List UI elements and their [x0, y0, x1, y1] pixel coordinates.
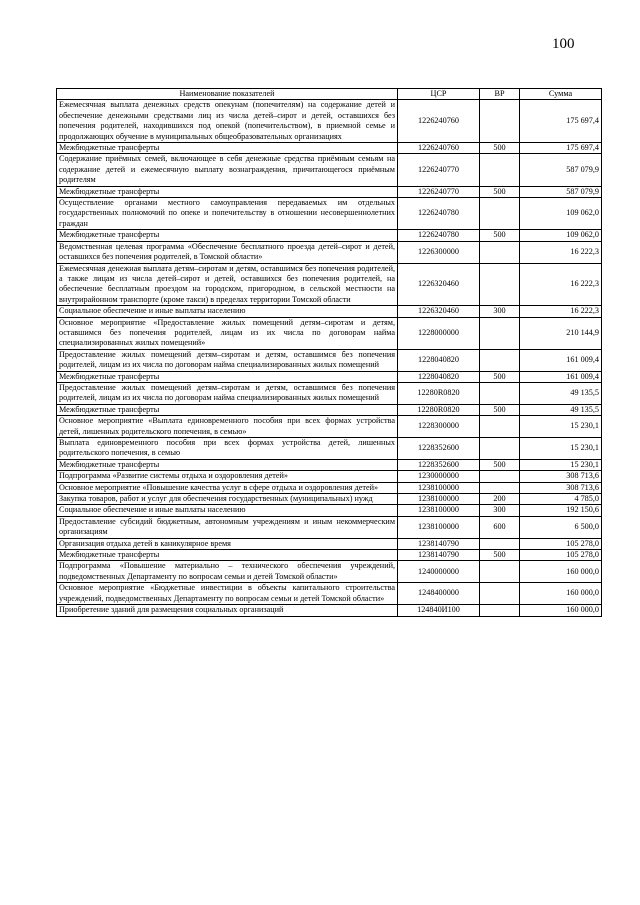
table-row	[57, 538, 602, 549]
row-sum: 175 697,4	[520, 100, 602, 143]
row-vr	[480, 482, 520, 493]
row-sum: 308 713,6	[520, 471, 602, 482]
table-row	[57, 471, 602, 482]
table-row	[57, 382, 602, 404]
row-sum: 109 062,0	[520, 198, 602, 230]
row-vr	[480, 471, 520, 482]
row-name: Социальное обеспечение и иные выплаты населению	[57, 505, 398, 516]
row-csr: 124840И100	[398, 605, 480, 616]
row-name: Межбюджетные трансферты	[57, 371, 398, 382]
row-name: Межбюджетные трансферты	[57, 230, 398, 241]
table-row	[57, 494, 602, 505]
table-row	[57, 550, 602, 561]
row-sum: 109 062,0	[520, 230, 602, 241]
row-csr: 1238140790	[398, 550, 480, 561]
row-name: Ведомственная целевая программа «Обеспечение бесплатного проезда детей–сирот и детей, оставшихся без попечения родителей, в Томской области»	[57, 241, 398, 263]
row-csr: 1226240760	[398, 143, 480, 154]
row-vr	[480, 154, 520, 186]
row-csr: 1228000000	[398, 317, 480, 349]
row-vr: 300	[480, 505, 520, 516]
row-name: Межбюджетные трансферты	[57, 459, 398, 470]
table-row	[57, 482, 602, 493]
row-sum: 160 000,0	[520, 561, 602, 583]
row-name: Основное мероприятие «Бюджетные инвестиции в объекты капитального строительства учреждений, подведомственных Департаменту по вопросам семьи и детей Томской области»	[57, 583, 398, 605]
row-sum: 192 150,6	[520, 505, 602, 516]
row-name: Организация отдыха детей в каникулярное время	[57, 538, 398, 549]
row-csr: 1240000000	[398, 561, 480, 583]
row-csr: 1226240770	[398, 186, 480, 197]
budget-table	[56, 88, 602, 617]
row-vr: 500	[480, 404, 520, 415]
row-csr: 12280R0820	[398, 382, 480, 404]
table-row	[57, 404, 602, 415]
header-sum: Сумма	[520, 89, 602, 100]
table-row	[57, 230, 602, 241]
header-name: Наименование показателей	[57, 89, 398, 100]
row-vr: 500	[480, 186, 520, 197]
table-row	[57, 186, 602, 197]
row-vr	[480, 416, 520, 438]
row-sum: 210 144,9	[520, 317, 602, 349]
row-vr: 200	[480, 494, 520, 505]
row-vr	[480, 198, 520, 230]
row-vr	[480, 382, 520, 404]
row-name: Осуществление органами местного самоуправления передаваемых им отдельных государственных полномочий по опеке и попечительству в отношении несовершеннолетних граждан	[57, 198, 398, 230]
row-csr: 1226240780	[398, 230, 480, 241]
table-row	[57, 154, 602, 186]
row-csr: 1230000000	[398, 471, 480, 482]
row-csr: 12280R0820	[398, 404, 480, 415]
row-sum: 15 230,1	[520, 459, 602, 470]
row-name: Предоставление субсидий бюджетным, автономным учреждениям и иным некоммерческим организациям	[57, 516, 398, 538]
row-vr	[480, 438, 520, 460]
row-name: Основное мероприятие «Повышение качества услуг в сфере отдыха и оздоровления детей»	[57, 482, 398, 493]
row-csr: 1238100000	[398, 516, 480, 538]
row-sum: 6 500,0	[520, 516, 602, 538]
table-row	[57, 605, 602, 616]
row-name: Выплата единовременного пособия при всех формах устройства детей, лишенных родительского попечения, в семью	[57, 438, 398, 460]
row-sum: 4 785,0	[520, 494, 602, 505]
table-row	[57, 263, 602, 306]
row-name: Межбюджетные трансферты	[57, 143, 398, 154]
row-vr: 500	[480, 371, 520, 382]
table-row	[57, 459, 602, 470]
row-vr: 500	[480, 550, 520, 561]
row-vr	[480, 317, 520, 349]
row-name: Закупка товаров, работ и услуг для обеспечения государственных (муниципальных) нужд	[57, 494, 398, 505]
header-csr: ЦСР	[398, 89, 480, 100]
row-csr: 1226320460	[398, 263, 480, 306]
row-name: Ежемесячная денежная выплата детям–сиротам и детям, оставшимся без попечения родителей, а также лицам из числа детей–сирот и детей, оставшихся без попечения родителей, на обеспечение бесплатным проездом на городском, пригородном, в сельской местности на внутрирайонном транспорте (кроме такси) в пределах территории Томской области	[57, 263, 398, 306]
table-row	[57, 438, 602, 460]
row-name: Межбюджетные трансферты	[57, 404, 398, 415]
row-name: Ежемесячная выплата денежных средств опекунам (попечителям) на содержание детей и обеспечение денежными средствами лиц из числа детей–сирот и детей, оставшихся без попечения родителей, находившихся под опекой (попечительством), в приемной семье и продолжающих обучение в муниципальных общеобразовательных организациях	[57, 100, 398, 143]
row-csr: 1226300000	[398, 241, 480, 263]
row-vr: 300	[480, 306, 520, 317]
table-row	[57, 561, 602, 583]
table-row	[57, 241, 602, 263]
row-sum: 49 135,5	[520, 404, 602, 415]
row-csr: 1228040820	[398, 371, 480, 382]
row-sum: 587 079,9	[520, 154, 602, 186]
page-number: 100	[552, 36, 575, 52]
row-name: Межбюджетные трансферты	[57, 550, 398, 561]
row-name: Содержание приёмных семей, включающее в себя денежные средства приёмным семьям на содержание детей и ежемесячную выплату вознаграждения, причитающегося приёмным родителям	[57, 154, 398, 186]
row-name: Основное мероприятие «Предоставление жилых помещений детям–сиротам и детям, оставшимся без попечения родителей, лицам из их числа по договорам найма специализированных жилых помещений»	[57, 317, 398, 349]
table-row	[57, 143, 602, 154]
row-name: Подпрограмма «Развитие системы отдыха и оздоровления детей»	[57, 471, 398, 482]
row-csr: 1226320460	[398, 306, 480, 317]
row-sum: 105 278,0	[520, 550, 602, 561]
table-row	[57, 516, 602, 538]
row-name: Предоставление жилых помещений детям–сиротам и детям, оставшимся без попечения родителей, лицам из их числа по договорам найма специализированных жилых помещений	[57, 349, 398, 371]
row-sum: 16 222,3	[520, 263, 602, 306]
row-vr: 500	[480, 230, 520, 241]
row-sum: 16 222,3	[520, 241, 602, 263]
row-csr: 1228300000	[398, 416, 480, 438]
row-sum: 15 230,1	[520, 438, 602, 460]
row-name: Социальное обеспечение и иные выплаты населению	[57, 306, 398, 317]
row-vr	[480, 561, 520, 583]
row-sum: 161 009,4	[520, 371, 602, 382]
row-vr: 500	[480, 459, 520, 470]
row-csr: 1226240770	[398, 154, 480, 186]
table-row	[57, 583, 602, 605]
row-sum: 15 230,1	[520, 416, 602, 438]
table-header-row	[57, 89, 602, 100]
row-csr: 1238100000	[398, 482, 480, 493]
row-vr: 500	[480, 143, 520, 154]
row-csr: 1226240760	[398, 100, 480, 143]
row-sum: 175 697,4	[520, 143, 602, 154]
table-row	[57, 198, 602, 230]
row-sum: 161 009,4	[520, 349, 602, 371]
row-name: Приобретение зданий для размещения социальных организаций	[57, 605, 398, 616]
row-sum: 16 222,3	[520, 306, 602, 317]
table-row	[57, 349, 602, 371]
row-vr	[480, 538, 520, 549]
row-csr: 1238100000	[398, 505, 480, 516]
row-csr: 1248400000	[398, 583, 480, 605]
row-vr	[480, 605, 520, 616]
row-sum: 160 000,0	[520, 583, 602, 605]
row-vr: 600	[480, 516, 520, 538]
row-sum: 308 713,6	[520, 482, 602, 493]
table-row	[57, 306, 602, 317]
table-row	[57, 100, 602, 143]
row-vr	[480, 263, 520, 306]
row-name: Подпрограмма «Повышение материально – технического обеспечения учреждений, подведомственных Департаменту по вопросам семьи и детей Томской области»	[57, 561, 398, 583]
table-row	[57, 317, 602, 349]
row-sum: 587 079,9	[520, 186, 602, 197]
row-name: Межбюджетные трансферты	[57, 186, 398, 197]
row-vr	[480, 583, 520, 605]
header-vr: ВР	[480, 89, 520, 100]
table-row	[57, 371, 602, 382]
row-sum: 160 000,0	[520, 605, 602, 616]
table-row	[57, 416, 602, 438]
row-name: Основное мероприятие «Выплата единовременного пособия при всех формах устройства детей, лишенных родительского попечения, в семью»	[57, 416, 398, 438]
row-vr	[480, 349, 520, 371]
row-csr: 1228040820	[398, 349, 480, 371]
row-vr	[480, 241, 520, 263]
row-csr: 1228352600	[398, 459, 480, 470]
row-vr	[480, 100, 520, 143]
row-csr: 1226240780	[398, 198, 480, 230]
row-csr: 1228352600	[398, 438, 480, 460]
table-body	[57, 100, 602, 616]
row-name: Предоставление жилых помещений детям–сиротам и детям, оставшимся без попечения родителей, лицам из их числа по договорам найма специализированных жилых помещений	[57, 382, 398, 404]
row-sum: 49 135,5	[520, 382, 602, 404]
row-csr: 1238140790	[398, 538, 480, 549]
table-row	[57, 505, 602, 516]
row-sum: 105 278,0	[520, 538, 602, 549]
row-csr: 1238100000	[398, 494, 480, 505]
